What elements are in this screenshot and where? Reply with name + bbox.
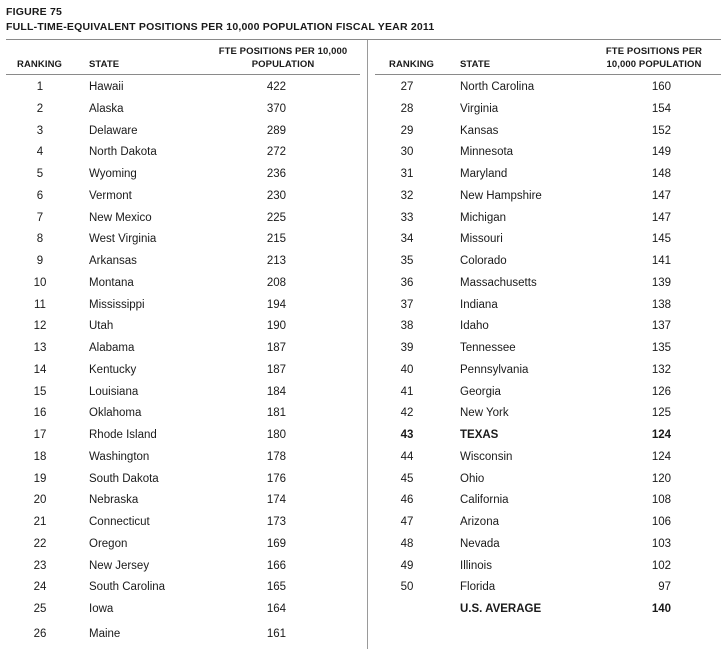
left-row-15-value: 184 — [266, 385, 286, 398]
right-row-16-value: 125 — [651, 407, 671, 420]
left-row-22-rank: 22 — [33, 537, 47, 550]
left-row-16-value: 181 — [266, 407, 286, 420]
left-row-13-rank: 13 — [33, 342, 47, 354]
right-row-4-rank: 30 — [400, 146, 414, 159]
left-row-5-rank: 5 — [36, 168, 44, 180]
right-row-6-rank: 32 — [400, 189, 414, 202]
left-row-25-value: 164 — [266, 603, 286, 615]
left-header-rule — [6, 74, 360, 75]
left-row-1-value: 422 — [266, 81, 286, 93]
right-row-11-state: Indiana — [460, 298, 498, 311]
right-row-1-rank: 27 — [400, 81, 414, 93]
left-row-19-value: 176 — [266, 472, 286, 485]
right-row-23-value: 102 — [651, 559, 671, 572]
left-header-fte-line1: FTE POSITIONS PER 10,000 — [218, 46, 348, 57]
left-row-22-value: 169 — [266, 537, 286, 550]
right-row-3-value: 152 — [651, 124, 671, 137]
left-row-13-value: 187 — [266, 342, 286, 354]
left-row-21-state: Connecticut — [89, 516, 150, 528]
right-row-12-state: Idaho — [460, 320, 489, 333]
right-row-23-rank: 49 — [400, 559, 414, 572]
right-row-19-rank: 45 — [400, 472, 414, 485]
left-row-11-value: 194 — [266, 298, 286, 311]
right-row-13-state: Tennessee — [460, 342, 516, 354]
left-row-16-rank: 16 — [33, 407, 47, 420]
right-header-fte-line1: FTE POSITIONS PER — [605, 46, 703, 57]
right-header-rule — [375, 74, 721, 75]
left-row-6-state: Vermont — [89, 189, 132, 202]
right-row-22-rank: 48 — [400, 537, 414, 550]
right-row-8-rank: 34 — [400, 233, 414, 246]
right-row-6-state: New Hampshire — [460, 189, 542, 202]
right-row-18-state: Wisconsin — [460, 450, 513, 463]
left-row-24-rank: 24 — [33, 581, 47, 594]
left-row-12-value: 190 — [266, 320, 286, 333]
left-row-1-state: Hawaii — [89, 81, 124, 93]
left-row-15-rank: 15 — [33, 385, 47, 398]
left-row-10-state: Montana — [89, 276, 134, 289]
right-row-15-rank: 41 — [400, 385, 414, 398]
right-row-20-rank: 46 — [400, 494, 414, 507]
right-row-25-state: U.S. AVERAGE — [460, 603, 542, 615]
left-row-13-state: Alabama — [89, 342, 135, 354]
right-header-fte-line2: 10,000 POPULATION — [606, 59, 702, 70]
left-row-11-state: Mississippi — [89, 298, 145, 311]
right-row-22-state: Nevada — [460, 537, 500, 550]
column-divider — [367, 40, 368, 649]
right-row-21-value: 106 — [651, 516, 671, 528]
right-row-5-state: Maryland — [460, 168, 508, 180]
left-row-25-state: Iowa — [89, 603, 114, 615]
left-row-3-rank: 3 — [36, 124, 44, 137]
right-row-5-value: 148 — [651, 168, 671, 180]
right-row-25-value: 140 — [651, 603, 671, 615]
left-row-6-rank: 6 — [36, 189, 44, 202]
left-row-23-state: New Jersey — [89, 559, 150, 572]
right-row-13-rank: 39 — [400, 342, 414, 354]
right-row-9-rank: 35 — [400, 255, 414, 267]
left-row-2-state: Alaska — [89, 102, 124, 115]
left-row-4-rank: 4 — [36, 146, 44, 159]
left-row-2-rank: 2 — [36, 102, 44, 115]
right-row-20-state: California — [460, 494, 509, 507]
left-row-19-state: South Dakota — [89, 472, 159, 485]
top-rule — [6, 39, 721, 40]
right-row-1-state: North Carolina — [460, 81, 535, 93]
left-row-24-value: 165 — [266, 581, 286, 594]
left-row-18-state: Washington — [89, 450, 150, 463]
right-row-24-state: Florida — [460, 581, 496, 594]
right-row-17-state: TEXAS — [460, 429, 499, 441]
left-row-23-rank: 23 — [33, 559, 47, 572]
left-row-3-value: 289 — [266, 124, 286, 137]
left-row-7-value: 225 — [266, 211, 286, 224]
left-row-5-state: Wyoming — [89, 168, 137, 180]
left-row-18-value: 178 — [266, 450, 286, 463]
left-row-18-rank: 18 — [33, 450, 47, 463]
left-row-22-state: Oregon — [89, 537, 128, 550]
right-row-4-value: 149 — [651, 146, 671, 159]
left-row-17-rank: 17 — [33, 429, 47, 441]
left-row-3-state: Delaware — [89, 124, 138, 137]
figure-title: FULL-TIME-EQUIVALENT POSITIONS PER 10,000 POPULATION FISCAL YEAR 2011 — [6, 21, 435, 33]
left-row-8-state: West Virginia — [89, 233, 157, 246]
right-row-22-value: 103 — [651, 537, 671, 550]
left-row-7-rank: 7 — [36, 211, 44, 224]
right-row-17-value: 124 — [651, 429, 671, 441]
left-row-9-value: 213 — [266, 255, 286, 267]
right-row-3-state: Kansas — [460, 124, 499, 137]
left-row-26-rank: 26 — [33, 628, 47, 640]
left-row-1-rank: 1 — [36, 81, 44, 93]
left-row-10-rank: 10 — [33, 276, 47, 289]
left-header-fte-line2: POPULATION — [251, 59, 315, 70]
left-row-4-state: North Dakota — [89, 146, 157, 159]
right-row-8-state: Missouri — [460, 233, 503, 246]
figure-label: FIGURE 75 — [6, 6, 63, 18]
right-row-23-state: Illinois — [460, 559, 492, 572]
right-row-18-rank: 44 — [400, 450, 414, 463]
right-row-10-state: Massachusetts — [460, 276, 537, 289]
left-header-ranking: RANKING — [17, 59, 63, 70]
left-row-16-state: Oklahoma — [89, 407, 142, 420]
right-row-5-rank: 31 — [400, 168, 414, 180]
right-row-14-state: Pennsylvania — [460, 363, 529, 376]
right-row-2-rank: 28 — [400, 102, 414, 115]
right-row-10-value: 139 — [651, 276, 671, 289]
left-row-6-value: 230 — [266, 189, 286, 202]
left-row-17-state: Rhode Island — [89, 429, 157, 441]
left-row-26-value: 161 — [266, 628, 286, 640]
left-row-20-rank: 20 — [33, 494, 47, 507]
right-row-19-value: 120 — [651, 472, 671, 485]
right-row-15-value: 126 — [651, 385, 671, 398]
right-row-3-rank: 29 — [400, 124, 414, 137]
left-row-20-value: 174 — [266, 494, 286, 507]
right-row-18-value: 124 — [651, 450, 671, 463]
left-row-17-value: 180 — [266, 429, 286, 441]
left-row-9-rank: 9 — [36, 255, 44, 267]
right-header-state: STATE — [460, 59, 491, 70]
right-row-2-value: 154 — [651, 102, 671, 115]
left-row-4-value: 272 — [266, 146, 286, 159]
left-row-12-rank: 12 — [33, 320, 47, 333]
right-row-4-state: Minnesota — [460, 146, 514, 159]
right-row-19-state: Ohio — [460, 472, 485, 485]
left-row-26-state: Maine — [89, 628, 121, 640]
right-row-7-value: 147 — [651, 211, 671, 224]
right-row-7-rank: 33 — [400, 211, 414, 224]
right-row-13-value: 135 — [651, 342, 671, 354]
left-row-21-value: 173 — [266, 516, 286, 528]
right-header-ranking: RANKING — [389, 59, 435, 70]
right-row-6-value: 147 — [651, 189, 671, 202]
right-row-16-rank: 42 — [400, 407, 414, 420]
left-row-7-state: New Mexico — [89, 211, 152, 224]
right-row-15-state: Georgia — [460, 385, 501, 398]
left-row-14-rank: 14 — [33, 363, 47, 376]
left-row-24-state: South Carolina — [89, 581, 166, 594]
left-row-23-value: 166 — [266, 559, 286, 572]
left-row-9-state: Arkansas — [89, 255, 137, 267]
right-row-10-rank: 36 — [400, 276, 414, 289]
right-row-11-rank: 37 — [400, 298, 414, 311]
right-row-21-state: Arizona — [460, 516, 499, 528]
right-row-20-value: 108 — [651, 494, 671, 507]
right-row-16-state: New York — [460, 407, 509, 420]
left-row-8-value: 215 — [266, 233, 286, 246]
left-row-8-rank: 8 — [36, 233, 44, 246]
right-row-11-value: 138 — [651, 298, 671, 311]
right-row-9-value: 141 — [651, 255, 671, 267]
right-row-7-state: Michigan — [460, 211, 507, 224]
right-row-24-value: 97 — [658, 581, 671, 594]
left-row-11-rank: 11 — [34, 298, 46, 311]
left-row-2-value: 370 — [266, 102, 286, 115]
left-header-state: STATE — [89, 59, 120, 70]
right-row-12-rank: 38 — [400, 320, 414, 333]
left-row-21-rank: 21 — [33, 516, 47, 528]
right-row-2-state: Virginia — [460, 102, 499, 115]
right-row-21-rank: 47 — [400, 516, 414, 528]
left-row-10-value: 208 — [266, 276, 286, 289]
right-row-14-value: 132 — [651, 363, 671, 376]
right-row-1-value: 160 — [651, 81, 671, 93]
right-row-8-value: 145 — [651, 233, 671, 246]
left-row-12-state: Utah — [89, 320, 114, 333]
left-row-14-state: Kentucky — [89, 363, 137, 376]
right-row-24-rank: 50 — [400, 581, 414, 594]
left-row-5-value: 236 — [266, 168, 286, 180]
right-row-12-value: 137 — [651, 320, 671, 333]
right-row-17-rank: 43 — [400, 429, 414, 441]
left-row-19-rank: 19 — [33, 472, 47, 485]
left-row-20-state: Nebraska — [89, 494, 139, 507]
left-row-15-state: Louisiana — [89, 385, 139, 398]
left-row-14-value: 187 — [266, 363, 286, 376]
left-row-25-rank: 25 — [33, 603, 47, 615]
right-row-9-state: Colorado — [460, 255, 507, 267]
right-row-14-rank: 40 — [400, 363, 414, 376]
